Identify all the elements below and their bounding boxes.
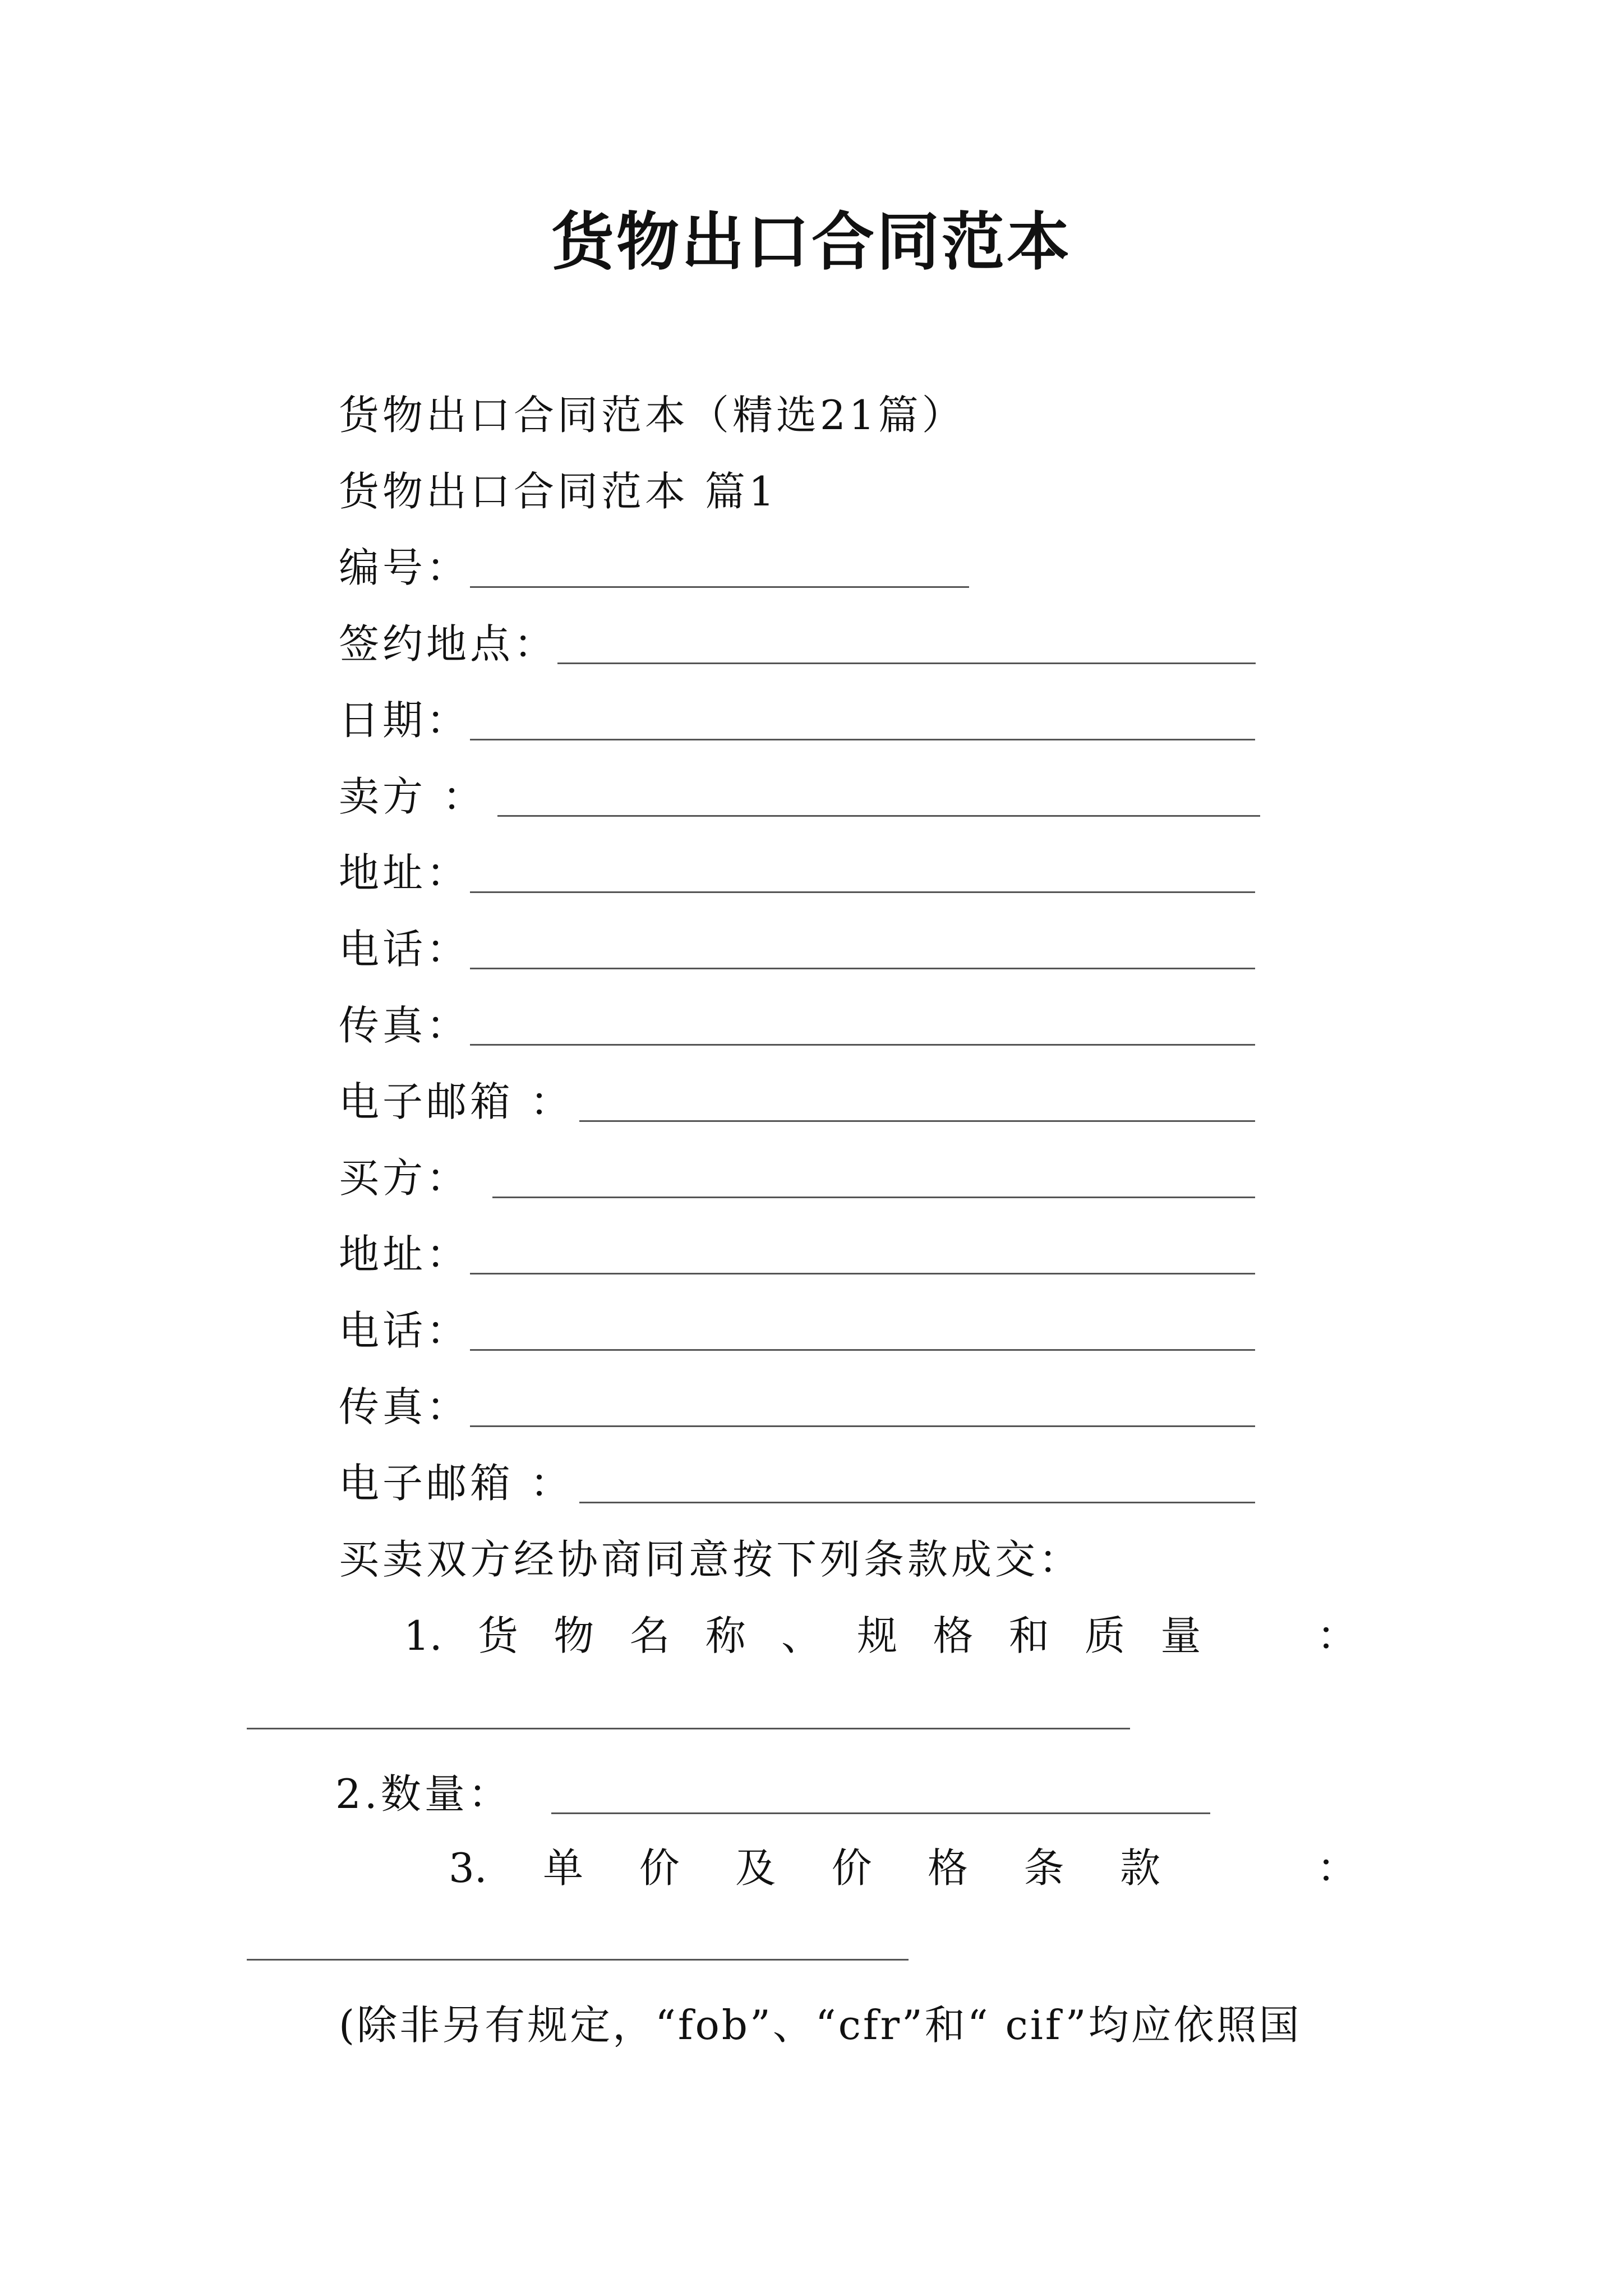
- clause-1-blank-line: [247, 1728, 1130, 1729]
- field-seller-email: [339, 1074, 1255, 1130]
- document-title: 货物出口合同范本: [551, 205, 1072, 279]
- field-seller: [339, 769, 1260, 825]
- field-contract-number: [339, 540, 969, 596]
- field-label: 2.数量：: [335, 1770, 512, 1818]
- blank-line: [470, 1234, 1255, 1274]
- clause-char: 名: [629, 1612, 670, 1659]
- blank-line: [497, 776, 1260, 817]
- field-buyer-email: [339, 1455, 1255, 1511]
- field-label: 日期：: [339, 697, 471, 744]
- clause-char: 格: [928, 1844, 969, 1892]
- clause-2-quantity: [335, 1766, 1210, 1822]
- blank-line: [470, 852, 1255, 893]
- blank-line: [470, 1386, 1255, 1427]
- field-label: 电子邮箱 ：: [339, 1078, 574, 1125]
- clause-1-heading: [404, 1608, 1357, 1664]
- field-label: 地址：: [339, 849, 471, 896]
- clause-char: ：: [1316, 1844, 1357, 1892]
- field-label: 电子邮箱 ：: [339, 1460, 574, 1507]
- field-label: 卖方 ：: [339, 773, 486, 820]
- clause-3-blank-line: [247, 1959, 909, 1961]
- field-buyer-address: [339, 1226, 1255, 1282]
- clause-char: 单: [543, 1844, 584, 1892]
- field-label: 电话：: [339, 926, 471, 973]
- field-seller-address: [339, 845, 1255, 901]
- field-label: 买方：: [339, 1154, 471, 1202]
- clause-char: 3.: [449, 1844, 487, 1892]
- blank-line: [492, 1157, 1255, 1198]
- field-signing-place: [339, 616, 1256, 672]
- clause-char: 款: [1119, 1844, 1160, 1892]
- note-text: (除非另有规定，“fob”、“cfr”和“ cif”均应依照国: [339, 2001, 1302, 2049]
- clause-char: 货: [477, 1612, 518, 1659]
- clause-char: 格: [933, 1612, 974, 1659]
- clause-char: 价: [639, 1844, 680, 1892]
- clause-char: ：: [1316, 1612, 1357, 1659]
- blank-line: [470, 700, 1255, 740]
- field-label: 电话：: [339, 1307, 471, 1354]
- clause-char: 物: [554, 1612, 594, 1659]
- clause-3-heading: [449, 1840, 1357, 1896]
- blank-line: [470, 1005, 1255, 1046]
- field-buyer-phone: [339, 1303, 1255, 1359]
- clause-char: 和: [1008, 1612, 1049, 1659]
- clause-char: 、: [781, 1612, 822, 1659]
- field-seller-phone: [339, 921, 1255, 977]
- clause-char: 1.: [404, 1612, 442, 1659]
- blank-line: [579, 1081, 1255, 1122]
- agreement-text: 买卖双方经协商同意按下列条款成交：: [339, 1536, 1083, 1583]
- blank-line: [557, 623, 1256, 664]
- clause-char: 条: [1023, 1844, 1064, 1892]
- blank-line: [470, 547, 969, 588]
- field-label: 传真：: [339, 1002, 471, 1049]
- clause-char: 称: [705, 1612, 746, 1659]
- clause-char: 规: [857, 1612, 898, 1659]
- field-buyer-fax: [339, 1379, 1255, 1435]
- clause-char: 量: [1160, 1612, 1201, 1659]
- field-date: [339, 692, 1255, 748]
- subtitle: 货物出口合同范本（精选21篇）: [339, 392, 966, 439]
- blank-line: [551, 1773, 1210, 1814]
- clause-char: 及: [735, 1844, 776, 1892]
- field-label: 签约地点：: [339, 620, 558, 668]
- clause-char: 价: [831, 1844, 872, 1892]
- blank-line: [470, 1310, 1255, 1351]
- field-label: 地址：: [339, 1231, 471, 1278]
- blank-line: [470, 928, 1255, 969]
- section-heading: 货物出口合同范本 篇1: [339, 468, 778, 515]
- field-label: 编号：: [339, 544, 471, 591]
- blank-line: [579, 1462, 1255, 1503]
- field-label: 传真：: [339, 1383, 471, 1430]
- field-seller-fax: [339, 997, 1255, 1053]
- clause-char: 质: [1085, 1612, 1126, 1659]
- field-buyer: [339, 1150, 1255, 1206]
